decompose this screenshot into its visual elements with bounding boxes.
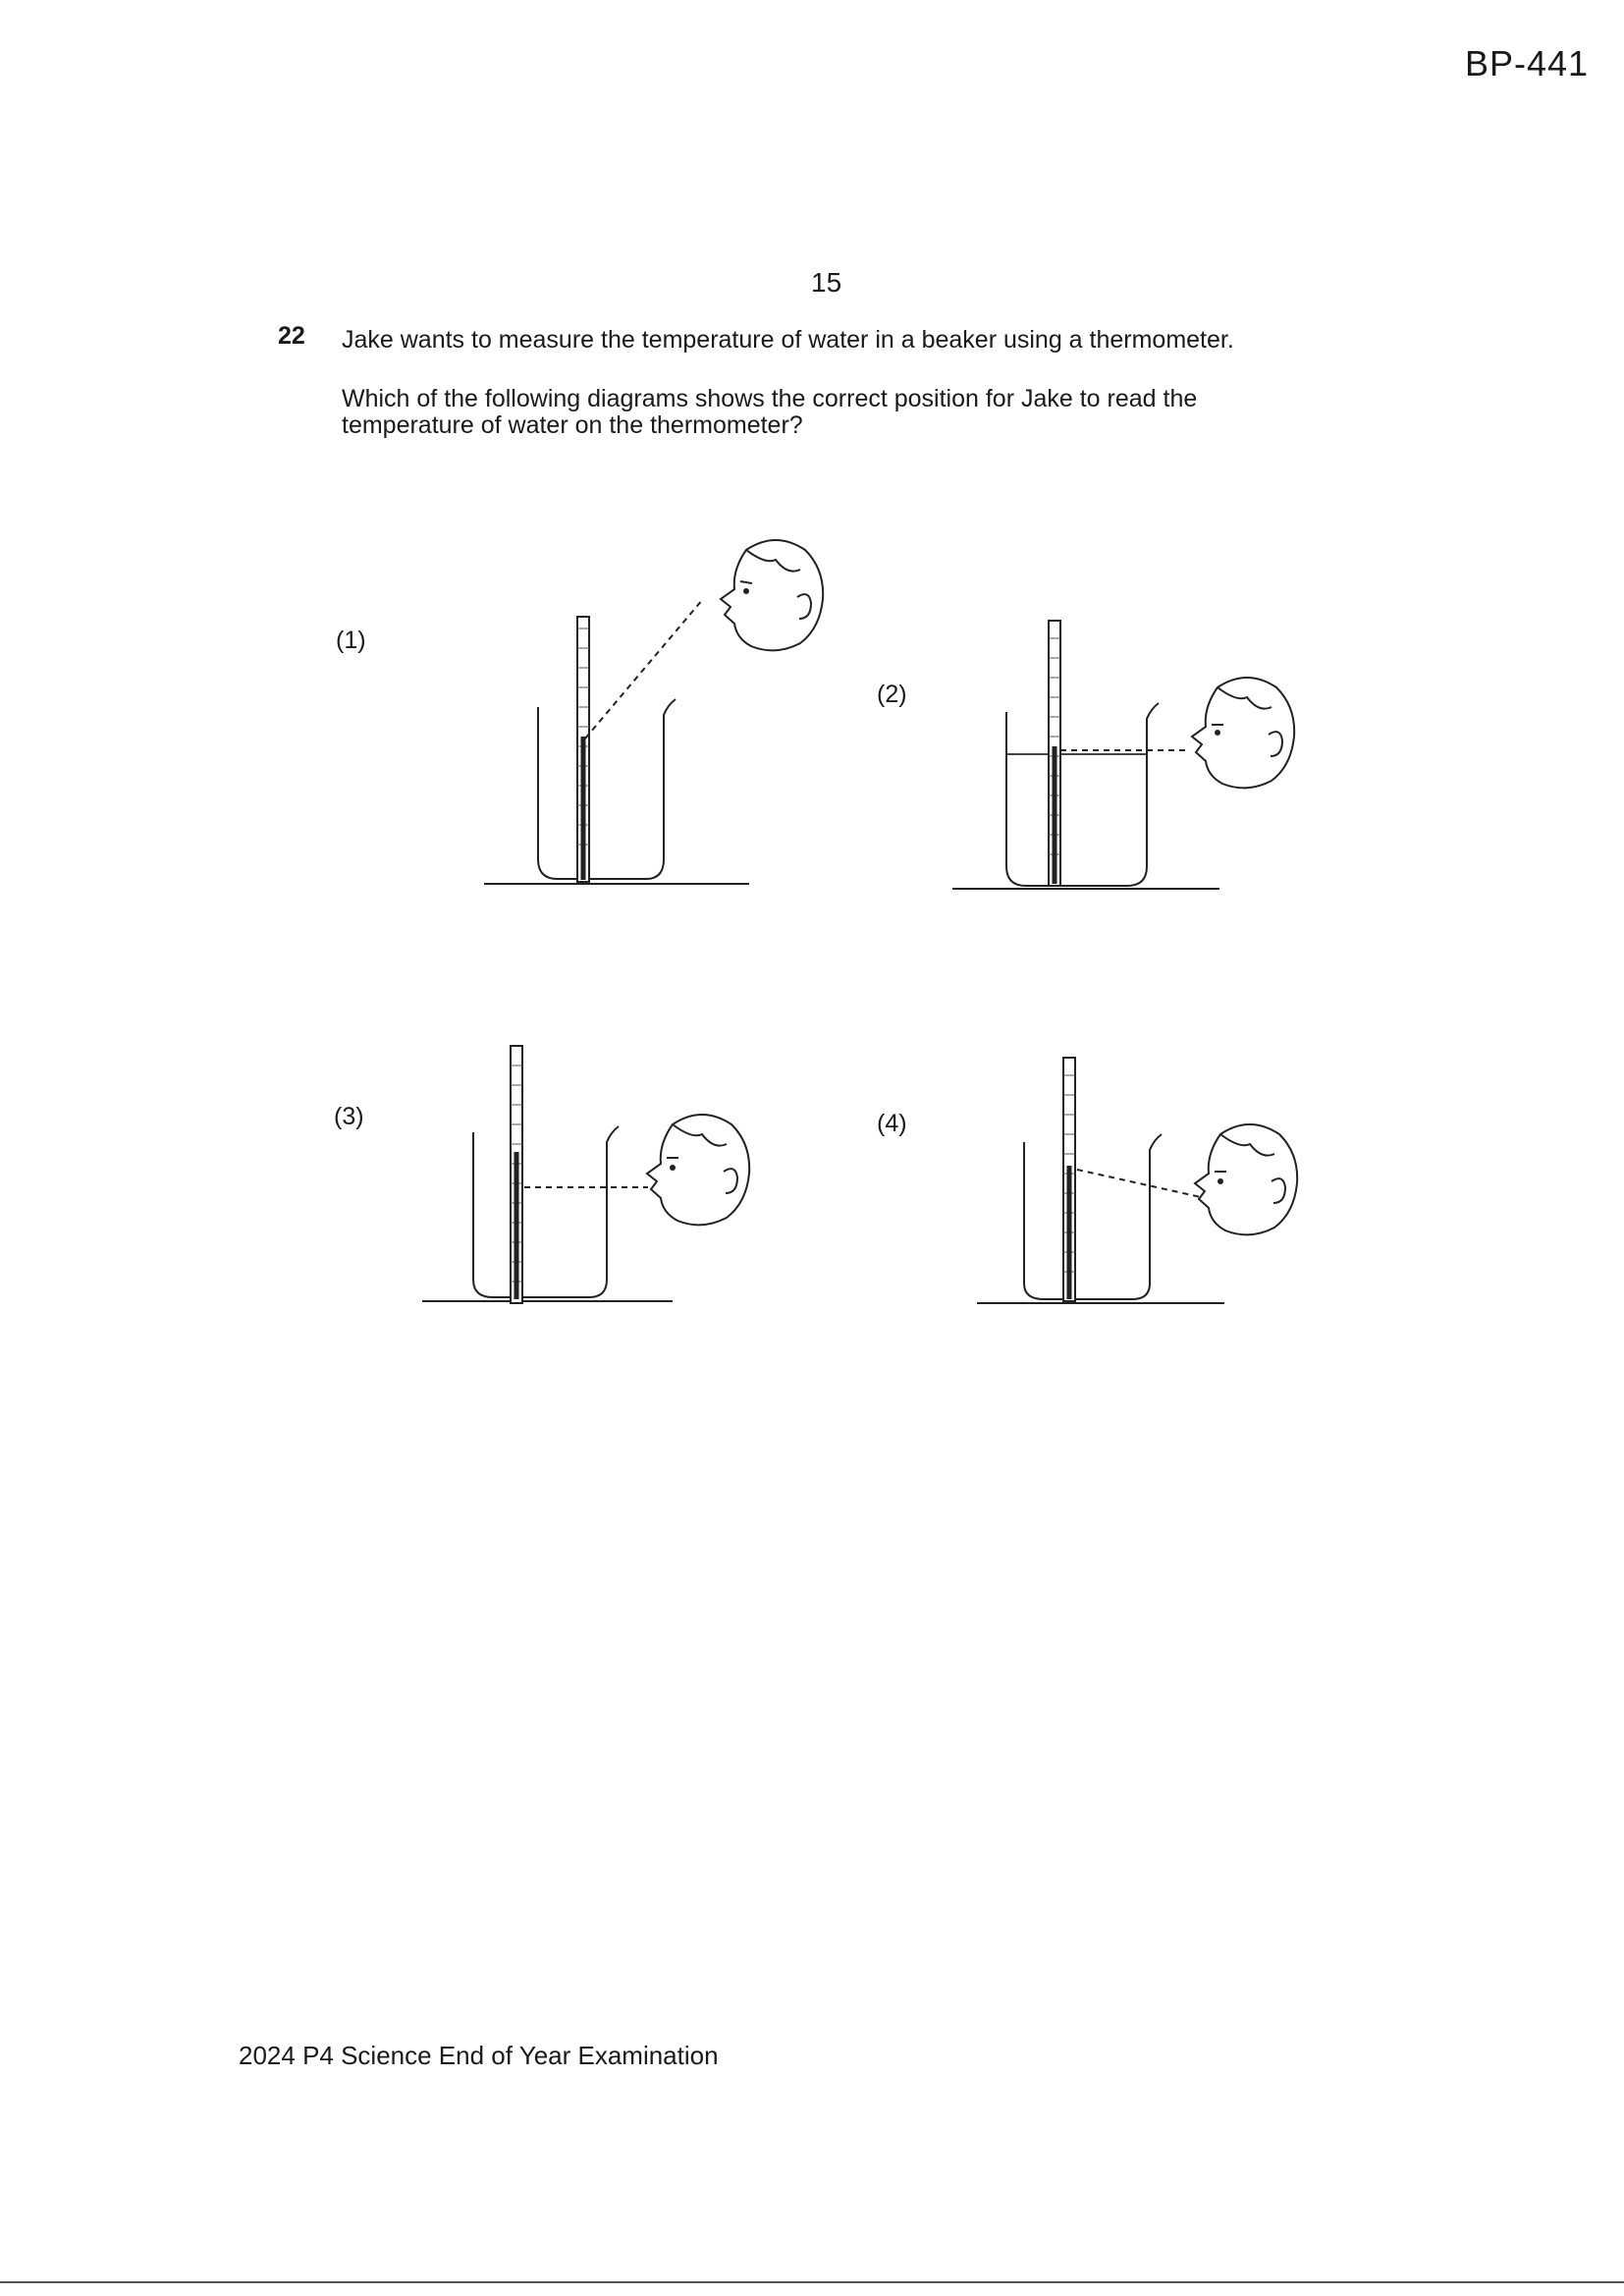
sight-line — [1077, 1170, 1201, 1197]
beaker — [473, 1126, 619, 1297]
diagram-option-4 — [967, 1046, 1360, 1331]
diagram-option-2 — [943, 609, 1355, 903]
document-code: BP-441 — [1465, 43, 1590, 83]
sight-line — [585, 599, 703, 738]
jake-head-icon — [1192, 678, 1294, 788]
question-prompt: Which of the following diagrams shows the correct position for Jake to read the temperature of water on the thermometer? — [342, 385, 1198, 439]
beaker — [1006, 703, 1159, 886]
option-label-2: (2) — [877, 681, 907, 708]
beaker — [538, 699, 676, 879]
question-stem: Jake wants to measure the temperature of water in a beaker using a thermometer. — [342, 326, 1234, 354]
beaker — [1024, 1134, 1162, 1299]
jake-head-icon — [647, 1115, 749, 1225]
question-number: 22 — [278, 322, 305, 350]
option-label-3: (3) — [334, 1103, 364, 1130]
jake-head-icon — [721, 540, 823, 650]
page-number: 15 — [811, 267, 842, 298]
diagram-option-3 — [412, 1036, 805, 1321]
diagram-option-1 — [471, 501, 844, 894]
option-label-1: (1) — [336, 627, 366, 654]
footer-exam-title: 2024 P4 Science End of Year Examination — [239, 2041, 719, 2070]
jake-head-icon — [1195, 1124, 1297, 1234]
bottom-rule — [0, 2281, 1624, 2283]
option-label-4: (4) — [877, 1110, 907, 1137]
